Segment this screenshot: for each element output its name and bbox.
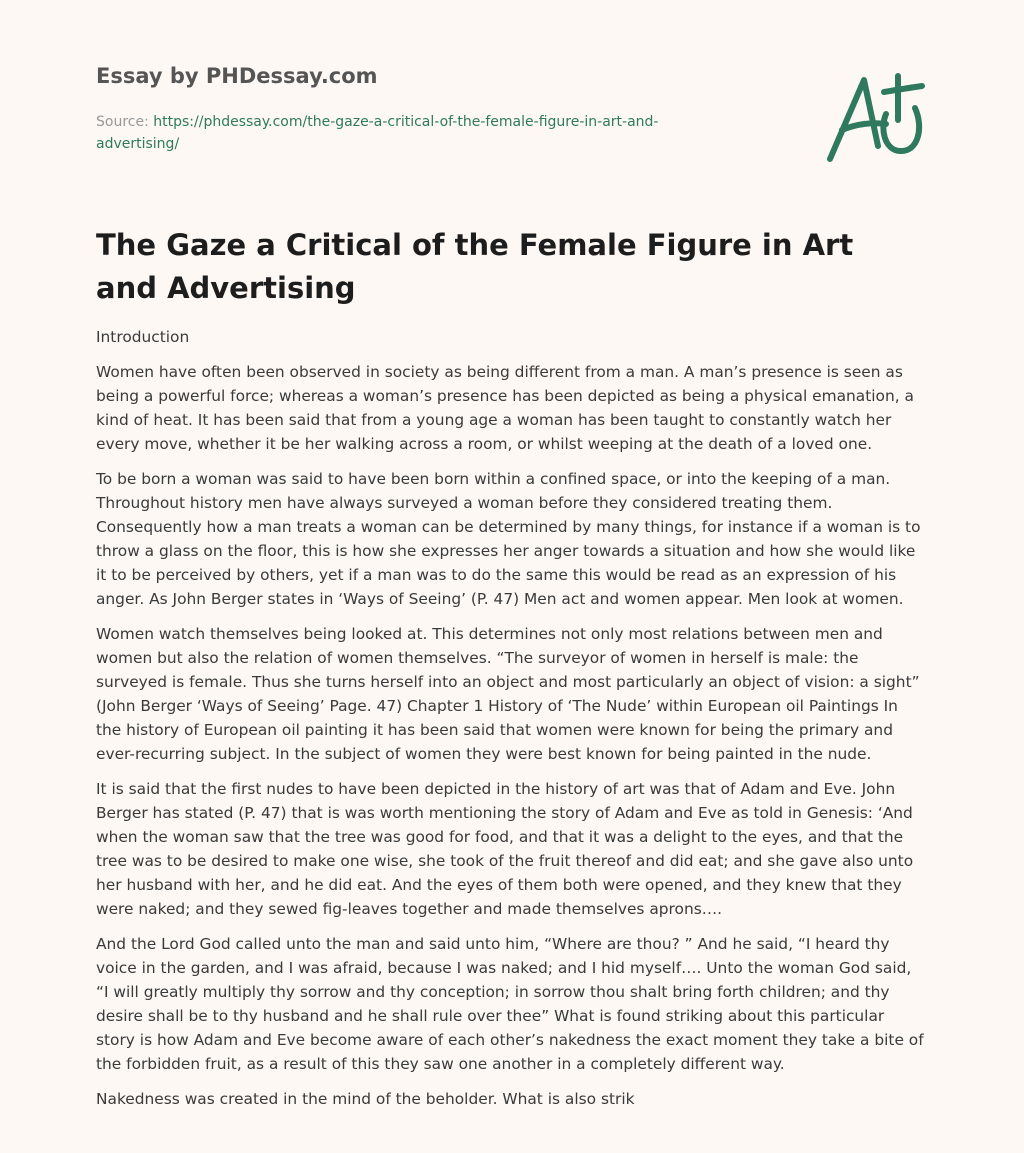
essay-paragraph: It is said that the first nudes to have been depicted in the history of art was that of Adam and Eve. John Berger has stated (P. 47) that is was worth mentioning the story of Adam and Eve as told in Genesis: ‘And when the woman saw that the tree was good for food, and that it was a delight to the eyes, and that the tree was to be desired to make one wise, she took of the fruit thereof and did eat; and she gave also unto her husband with her, and he did eat. And the eyes of them both were opened, and they knew that they were naked; and they sewed fig-leaves together and made themselves aprons…. xyxy=(96,780,914,918)
a-plus-logo-icon xyxy=(824,68,928,164)
essay-title: The Gaze a Critical of the Female Figure in Art and Advertising xyxy=(96,228,854,305)
site-title: Essay by PHDessay.com xyxy=(96,64,378,88)
source-link[interactable]: https://phdessay.com/the-gaze-a-critical-of-the-female-figure-in-art-and-advertising/ xyxy=(96,114,659,152)
essay-paragraph: Women watch themselves being looked at. This determines not only most relations between men and women but also the relation of women themselves. “The surveyor of women in herself is male: the surveyed is female. Thus she turns herself into an object and most particularly an object of vision: a sight” (John Berger ‘Ways of Seeing’ Page. 47) Chapter 1 History of ‘The Nude’ within European oil Paintings In the history of European oil painting it has been said that women were known for being the primary and ever-recurring subject. In the subject of women they were best known for being painted in the nude. xyxy=(96,625,920,763)
essay-paragraph: Nakedness was created in the mind of the beholder. What is also strik xyxy=(96,1090,635,1108)
essay-paragraph: And the Lord God called unto the man and said unto him, “Where are thou? ” And he said, “I heard thy voice in the garden, and I was afraid, because I was naked; and I hid myself…. Unto the woman God said, “I will greatly multiply thy sorrow and thy conception; in sorrow thou shalt bring forth children; and thy desire shall be to thy husband and he shall rule over thee” What is found striking about this particular story is how Adam and Eve become aware of each other’s nakedness the exact moment they take a bite of the forbidden fruit, as a result of this they saw one another in a completely different way. xyxy=(96,935,924,1073)
essay-paragraph: Introduction xyxy=(96,328,190,346)
essay-body xyxy=(96,325,926,1122)
source-label: Source: xyxy=(96,114,149,130)
essay-paragraph: To be born a woman was said to have been born within a confined space, or into the keeping of a man. Throughout history men have always surveyed a woman before they considered treating them. Consequently how a man treats a woman can be determined by many things, for instance if a woman is to throw a glass on the floor, this is how she expresses her anger towards a situation and how she would like it to be perceived by others, yet if a man was to do the same this would be read as an expression of his anger. As John Berger states in ‘Ways of Seeing’ (P. 47) Men act and women appear. Men look at women. xyxy=(96,470,921,608)
source-line xyxy=(96,111,736,155)
essay-paragraph: Women have often been observed in society as being different from a man. A man’s presence is seen as being a powerful force; whereas a woman’s presence has been depicted as being a physical emanation, a kind of heat. It has been said that from a young age a woman has been taught to constantly watch her every move, whether it be her walking across a room, or whilst weeping at the death of a loved one. xyxy=(96,363,914,453)
